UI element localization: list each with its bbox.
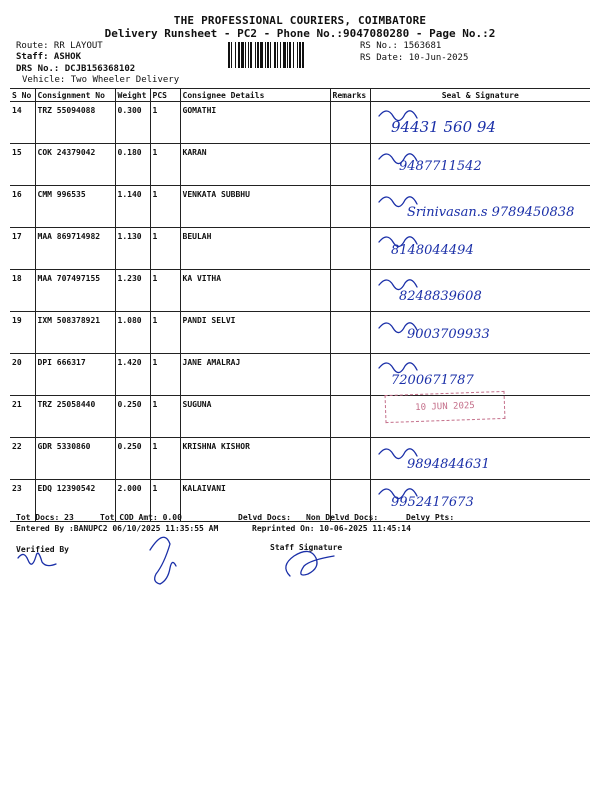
cell-consignee-name: JANE AMALRAJ xyxy=(180,354,330,396)
cell-consignment-no: MAA 707497155 xyxy=(35,270,115,312)
cell-seal-signature xyxy=(370,480,590,522)
cell-weight: 0.250 xyxy=(115,438,150,480)
cell-consignment-no: MAA 869714982 xyxy=(35,228,115,270)
cell-seal-signature xyxy=(370,102,590,144)
total-cod: Tot COD Amt: 0.00 xyxy=(100,513,182,522)
rs-date: RS Date: 10-Jun-2025 xyxy=(360,53,469,63)
cell-consignment-no: TRZ 25058440 xyxy=(35,396,115,438)
table-row xyxy=(10,438,590,480)
handwritten-phone-number: 9003709933 xyxy=(406,327,490,342)
total-docs: Tot Docs: 23 xyxy=(16,513,74,522)
cell-sno: 22 xyxy=(10,438,35,480)
col-consignee: Consignee Details xyxy=(180,89,330,102)
cell-weight: 1.130 xyxy=(115,228,150,270)
col-sno: S No xyxy=(10,89,35,102)
table-row xyxy=(10,270,590,312)
cell-consignee-name: PANDI SELVI xyxy=(180,312,330,354)
handwritten-phone-number: 9894844631 xyxy=(406,457,490,472)
cell-consignee-name: KRISHNA KISHOR xyxy=(180,438,330,480)
cell-consignee-name: BEULAH xyxy=(180,228,330,270)
table-row xyxy=(10,354,590,396)
cell-weight: 1.230 xyxy=(115,270,150,312)
cell-consignment-no: COK 24379042 xyxy=(35,144,115,186)
cell-consignee-name: KARAN xyxy=(180,144,330,186)
cell-sno: 20 xyxy=(10,354,35,396)
verified-by-label: Verified By xyxy=(16,545,69,554)
handwritten-phone-number: 9952417673 xyxy=(390,495,474,510)
cell-remarks xyxy=(330,396,370,438)
handwritten-phone-number: 8148044494 xyxy=(390,243,474,258)
table-row xyxy=(10,312,590,354)
cell-weight: 1.080 xyxy=(115,312,150,354)
cell-weight: 0.300 xyxy=(115,102,150,144)
handwritten-signature xyxy=(371,270,581,312)
vehicle-label: Vehicle: Two Wheeler Delivery xyxy=(22,75,180,85)
cell-sno: 18 xyxy=(10,270,35,312)
cell-remarks xyxy=(330,186,370,228)
cell-sno: 21 xyxy=(10,396,35,438)
signature-scribble xyxy=(379,363,417,373)
cell-sno: 17 xyxy=(10,228,35,270)
table-header-row xyxy=(10,89,590,102)
cell-weight: 2.000 xyxy=(115,480,150,522)
cell-weight: 0.180 xyxy=(115,144,150,186)
cell-consignee-name: KA VITHA xyxy=(180,270,330,312)
handwritten-phone-number: 94431 560 94 xyxy=(390,118,496,136)
handwritten-phone-number: Srinivasan.s 9789450838 xyxy=(406,205,574,220)
runsheet-table xyxy=(10,88,590,522)
cell-sno: 14 xyxy=(10,102,35,144)
non-delivered-docs: Non Delvd Docs: xyxy=(306,513,379,522)
table-row xyxy=(10,228,590,270)
cell-pcs: 1 xyxy=(150,270,180,312)
reprinted-on: Reprinted On: 10-06-2025 11:45:14 xyxy=(252,524,411,533)
cell-consignee-name: GOMATHI xyxy=(180,102,330,144)
handwritten-signature xyxy=(371,354,581,396)
cell-pcs: 1 xyxy=(150,312,180,354)
route-label: Route: RR LAYOUT xyxy=(16,41,103,51)
cell-seal-signature xyxy=(370,438,590,480)
handwritten-signature xyxy=(371,102,581,144)
cell-consignment-no: GDR 5330860 xyxy=(35,438,115,480)
col-consignment: Consignment No xyxy=(35,89,115,102)
cell-seal-signature xyxy=(370,354,590,396)
drs-number: DRS No.: DCJB156368102 xyxy=(16,64,136,74)
col-weight: Weight xyxy=(115,89,150,102)
cell-remarks xyxy=(330,354,370,396)
cell-seal-signature xyxy=(370,186,590,228)
runsheet-subtitle: Delivery Runsheet - PC2 - Phone No.:9047080280 - Page No.:2 xyxy=(104,27,496,40)
cell-consignment-no: CMM 996535 xyxy=(35,186,115,228)
cell-remarks xyxy=(330,270,370,312)
cell-weight: 1.140 xyxy=(115,186,150,228)
cell-weight: 0.250 xyxy=(115,396,150,438)
cell-consignment-no: DPI 666317 xyxy=(35,354,115,396)
col-remarks: Remarks xyxy=(330,89,370,102)
cell-pcs: 1 xyxy=(150,228,180,270)
handwritten-signature xyxy=(371,480,581,522)
cell-pcs: 1 xyxy=(150,144,180,186)
cell-consignment-no: TRZ 55094088 xyxy=(35,102,115,144)
col-seal-signature: Seal & Signature xyxy=(370,89,590,102)
cell-consignee-name: KALAIVANI xyxy=(180,480,330,522)
cell-remarks xyxy=(330,228,370,270)
cell-pcs: 1 xyxy=(150,396,180,438)
cell-remarks xyxy=(330,312,370,354)
delivery-points: Delvy Pts: xyxy=(406,513,455,522)
cell-pcs: 1 xyxy=(150,102,180,144)
handwritten-signature xyxy=(371,144,581,186)
company-title: THE PROFESSIONAL COURIERS, COIMBATORE xyxy=(173,14,427,27)
cell-seal-signature xyxy=(370,270,590,312)
verifier-signature xyxy=(18,553,56,566)
cell-sno: 23 xyxy=(10,480,35,522)
table-row xyxy=(10,186,590,228)
cell-pcs: 1 xyxy=(150,354,180,396)
handwritten-signature xyxy=(371,438,581,480)
cell-remarks xyxy=(330,438,370,480)
cell-pcs: 1 xyxy=(150,480,180,522)
cell-pcs: 1 xyxy=(150,186,180,228)
staff-signature-label: Staff Signature xyxy=(270,543,343,552)
received-stamp: 10 JUN 2025 xyxy=(385,391,506,423)
cell-weight: 1.420 xyxy=(115,354,150,396)
cell-seal-signature xyxy=(370,144,590,186)
handwritten-phone-number: 7200671787 xyxy=(390,373,474,388)
staff-label: Staff: ASHOK xyxy=(16,52,82,62)
cell-sno: 15 xyxy=(10,144,35,186)
handwritten-signature xyxy=(371,186,581,228)
delivered-docs: Delvd Docs: xyxy=(238,513,291,522)
col-pcs: PCS xyxy=(150,89,180,102)
handwritten-phone-number: 9487711542 xyxy=(398,159,482,174)
cell-consignment-no: IXM 508378921 xyxy=(35,312,115,354)
table-row xyxy=(10,144,590,186)
cell-consignment-no: EDQ 12390542 xyxy=(35,480,115,522)
cell-remarks xyxy=(330,144,370,186)
cell-sno: 16 xyxy=(10,186,35,228)
table-row xyxy=(10,102,590,144)
cell-pcs: 1 xyxy=(150,438,180,480)
footer-signatures xyxy=(0,530,600,610)
cell-consignee-name: SUGUNA xyxy=(180,396,330,438)
handwritten-phone-number: 8248839608 xyxy=(398,289,482,304)
rs-number: RS No.: 1563681 xyxy=(360,41,442,51)
cell-sno: 19 xyxy=(10,312,35,354)
table-row xyxy=(10,480,590,522)
entered-by: Entered By :BANUPC2 06/10/2025 11:35:55 AM xyxy=(16,524,219,533)
cell-seal-signature xyxy=(370,312,590,354)
checker-signature xyxy=(150,537,176,584)
handwritten-signature xyxy=(371,228,581,270)
handwritten-signature xyxy=(371,312,581,354)
staff-signature xyxy=(286,551,334,576)
cell-remarks xyxy=(330,102,370,144)
barcode xyxy=(228,42,350,68)
cell-consignee-name: VENKATA SUBBHU xyxy=(180,186,330,228)
cell-seal-signature xyxy=(370,228,590,270)
